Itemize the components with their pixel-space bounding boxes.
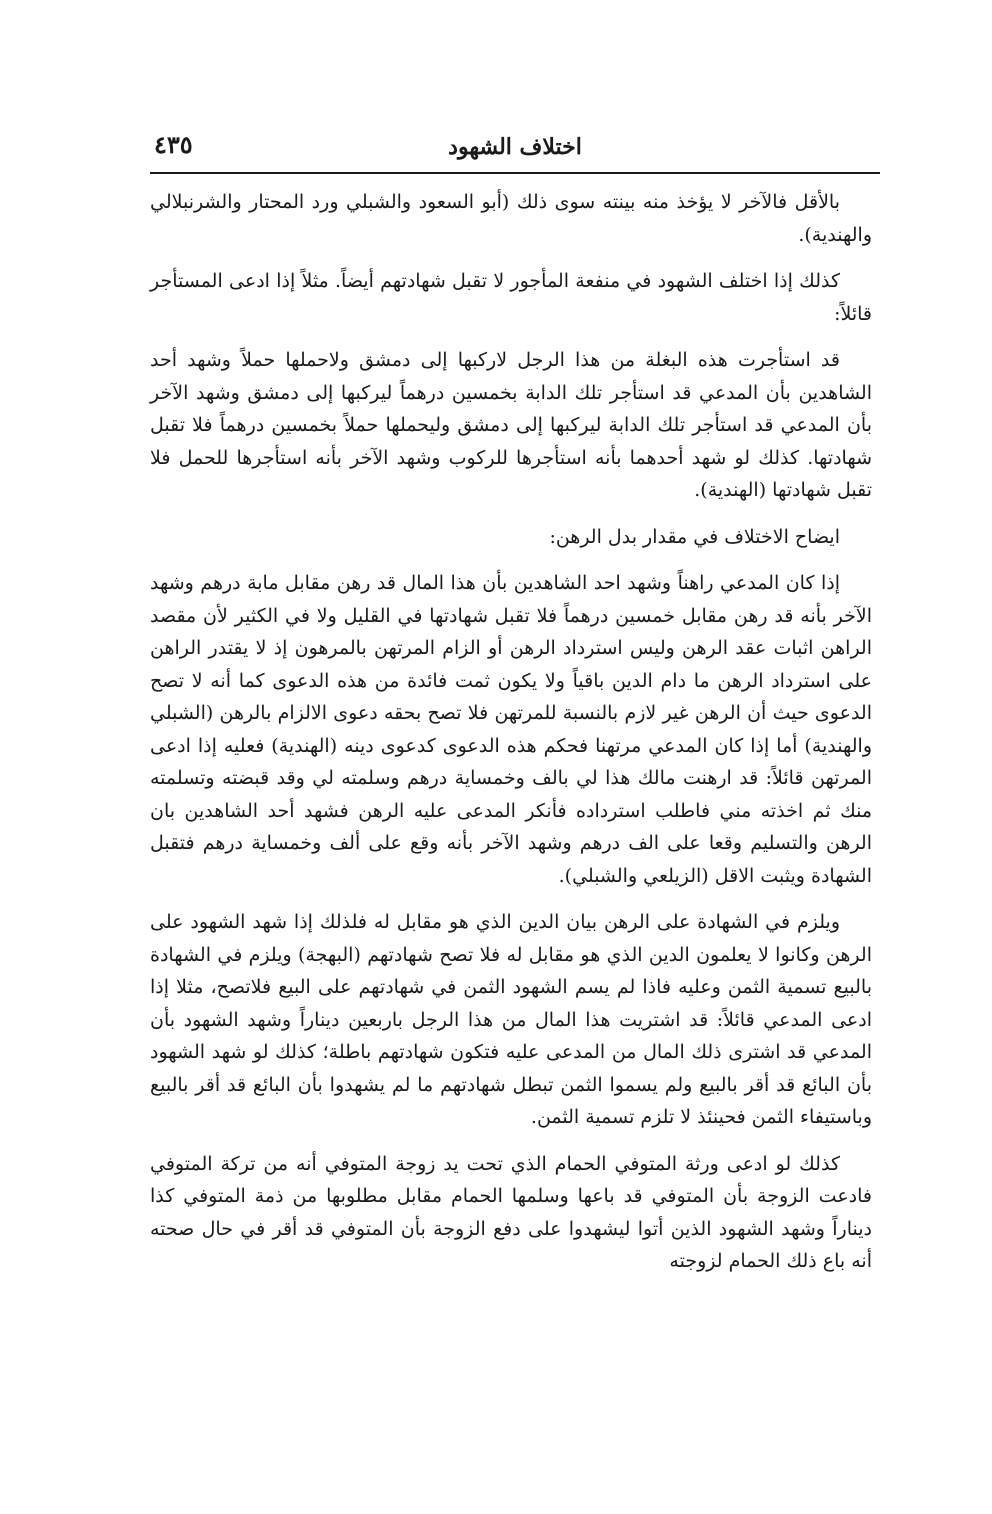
- running-title: اختلاف الشهود: [448, 134, 582, 160]
- body-text: [150, 186, 872, 1292]
- page-header: [150, 128, 880, 168]
- section-heading-pledge: ايضاح الاختلاف في مقدار بدل الرهن:: [549, 525, 840, 548]
- paragraph-mule-example: قد استأجرت هذه البغلة من هذا الرجل لاركبها إلى دمشق ولاحملها حملاً وشهد أحد الشاهدين بأن المدعي قد استأجر تلك الدابة بخمسين درهماً ليركبها إلى دمشق وشهد الآخر بأن المدعي قد استأجر تلك الدابة ليركبها إلى دمشق وليحملها حملاً بخمسين درهماً فلا تقبل شهادتها. كذلك لو شهد أحدهما بأنه استأجرها للركوب وشهد الآخر بأنه استأجرها للحمل فلا تقبل شهادتها (الهندية).: [150, 349, 872, 501]
- header-rule: [150, 172, 880, 174]
- page-number: ٤٣٥: [154, 130, 193, 159]
- paragraph-continuation: بالأقل فالآخر لا يؤخذ منه بينته سوى ذلك (أبو السعود والشبلي ورد المحتار والشرنبلالي والهندية).: [150, 191, 872, 246]
- paragraph-usufruct-dispute: كذلك إذا اختلف الشهود في منفعة المأجور لا تقبل شهادتهم أيضاً. مثلاً إذا ادعى المستأجر قائلاً:: [150, 270, 872, 325]
- paragraph-bathhouse-example: كذلك لو ادعى ورثة المتوفي الحمام الذي تحت يد زوجة المتوفي أنه من تركة المتوفي فادعت الزوجة بأن المتوفي قد باعها وسلمها الحمام مقابل مطلوبها من ذمة المتوفي كذا ديناراً وشهد الشهود الذين أتوا ليشهدوا على دفع الزوجة بأن المتوفي قد أقر في حال صحته أنه باع ذلك الحمام لزوجته: [150, 1152, 872, 1272]
- paragraph-pledge-amount: إذا كان المدعي راهناً وشهد احد الشاهدين بأن هذا المال قد رهن مقابل مابة درهم وشهد الآخر بأنه قد رهن مقابل خمسين درهماً فلا تقبل شهادتها في القليل ولا في الكثير لأن مقصد الراهن اثبات عقد الرهن وليس استرداد الرهن أو الزام المرتهن بالمرهون إذ لا يقتدر الراهن على استرداد الرهن ما دام الدين باقياً ولا يكون ثمت فائدة من هذه الدعوى كما أنه لا تصح الدعوى حيث أن الرهن غير لازم بالنسبة للمرتهن فلا تصح بحقه دعوى الالزام بالرهن (الشبلي والهندية) أما إذا كان المدعي مرتهنا فحكم هذه الدعوى كدعوى دينه (الهندية) فعليه إذا ادعى المرتهن قائلاً: قد ارهنت مالك هذا لي بالف وخمساية درهم وسلمته لي وقد قبضته وتسلمته منك ثم اخذته مني فاطلب استرداده فأنكر المدعى عليه الرهن فشهد أحد الشاهدين بان الرهن والتسليم وقعا على الف درهم وشهد الآخر بأنه وقع على ألف وخمساية درهم فتقبل الشهادة ويثبت الاقل (الزيلعي والشبلي).: [150, 572, 872, 887]
- paragraph-pledge-debt: ويلزم في الشهادة على الرهن بيان الدين الذي هو مقابل له فلذلك إذا شهد الشهود على الرهن وكانوا لا يعلمون الدين الذي هو مقابل له فلا تصح شهادتهم (البهجة) ويلزم في الشهادة بالبيع تسمية الثمن وعليه فاذا لم يسم الشهود الثمن في شهادتهم على البيع فلاتصح، مثلا إذا ادعى المدعي قائلاً: قد اشتريت هذا المال من هذا الرجل باربعين ديناراً وشهد الشهود بأن المدعي قد اشترى ذلك المال من المدعى عليه فتكون شهادتهم باطلة؛ كذلك لو شهد الشهود بأن البائع قد أقر بالبيع ولم يسموا الثمن تبطل شهادتهم ما لم يشهدوا بأن البائع قد أقر بالبيع وباستيفاء الثمن فحينئذ لا تلزم تسمية الثمن.: [150, 911, 872, 1128]
